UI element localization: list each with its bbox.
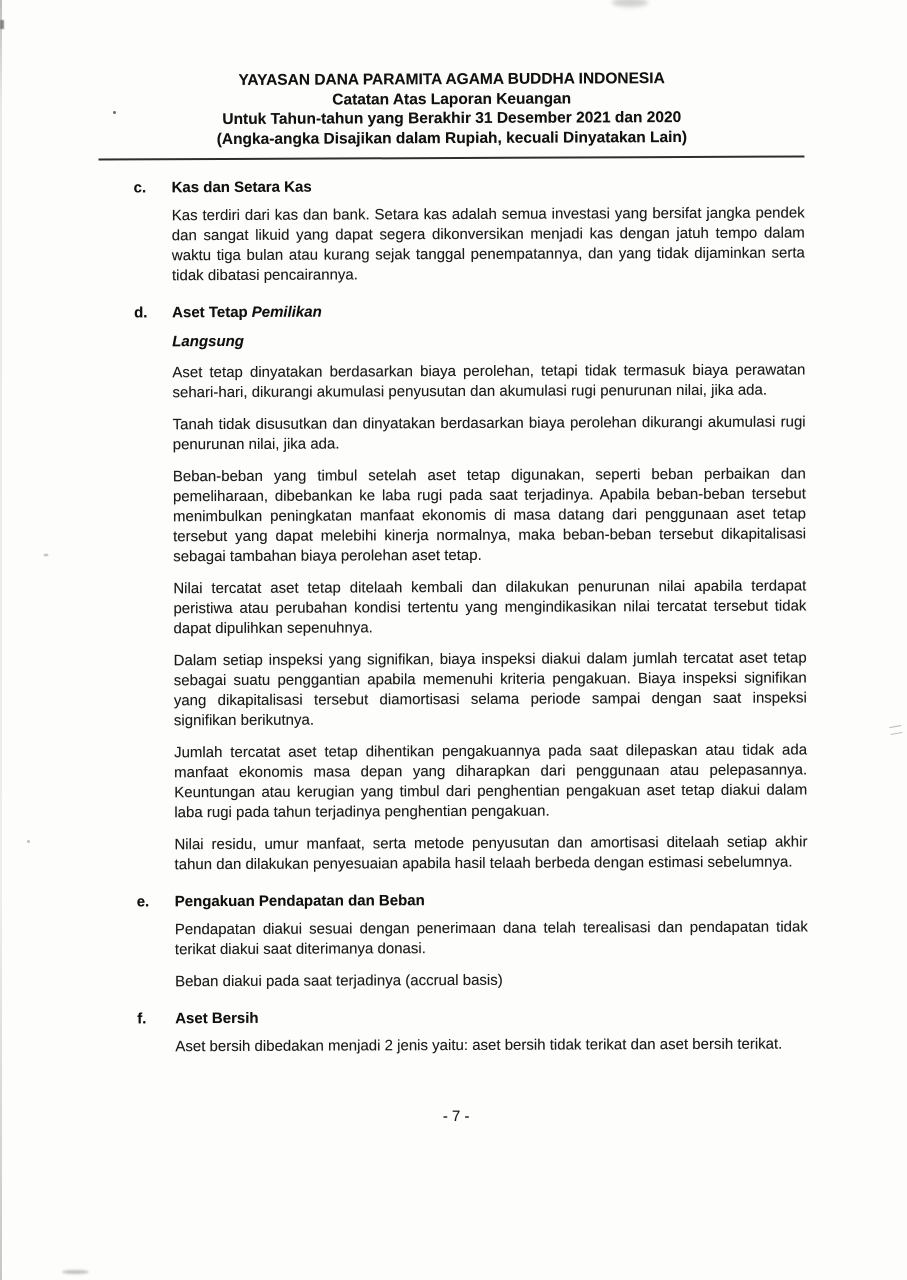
paragraph: Beban diakui pada saat terjadinya (accrual basis) — [175, 971, 503, 991]
page-footer — [3, 1105, 907, 1129]
section-content — [175, 1006, 808, 1069]
report-header — [0, 68, 905, 150]
paragraph: Aset tetap dinyatakan berdasarkan biaya perolehan, tetapi tidak termasuk biaya perawatan sehari-hari, dikurangi akumulasi penyusutan dan akumulasi rugi penurunan nilai, jika ada. — [172, 361, 806, 402]
paragraph: Kas terdiri dari kas dan bank. Setara kas adalah semua investasi yang bersifat jangka pendek dan sangat likuid yang dapat segera dikonversikan menjadi kas dengan jatuh tempo dalam waktu tiga bulan atau kurang sejak tanggal penempatannya, dan yang tidak dijaminkan serta tidak dibatasi pencairannya. — [171, 204, 805, 285]
section-content — [172, 300, 808, 887]
reporting-period: Untuk Tahun-tahun yang Berakhir 31 Desember 2021 dan 2020 — [222, 109, 682, 129]
section-title-emphasis: Pemilikan — [251, 303, 322, 321]
paragraph: Tanah tidak disusutkan dan dinyatakan berdasarkan biaya perolehan dikurangi akumulasi rugi penurunan nilai, jika ada. — [172, 413, 806, 454]
section-title: Aset Bersih — [175, 1009, 259, 1028]
section-content — [175, 889, 808, 1004]
subsection-heading: Langsung — [172, 332, 244, 351]
section-content — [172, 175, 806, 298]
section-d-aset-tetap-pemilikan — [134, 300, 808, 887]
paragraph: Nilai residu, umur manfaat, serta metode penyusutan dan amortisasi ditelaah setiap akhir tahun dan dilakukan penyesuaian apabila hasil telaah berbeda dengan estimasi sebelumnya. — [174, 833, 808, 874]
paragraph: Pendapatan diakui sesuai dengan penerimaan dana telah terealisasi dan pendapatan tidak terikat diakui saat diterimanya donasi. — [174, 918, 808, 959]
paragraph: Beban-beban yang timbul setelah aset tetap digunakan, seperti beban perbaikan dan pemeliharaan, dibebankan ke laba rugi pada saat terjadinya. Apabila beban-beban tersebut menimbulkan peningkatan manfaat ekonomis di masa datang dari penggunaan aset tetap tersebut yang dapat melebihi kinerja normalnya, maka beban-beban tersebut dikapitalisasi sebagai tambahan biaya perolehan aset tetap. — [172, 465, 807, 566]
currency-note: (Angka-angka Disajikan dalam Rupiah, kecuali Dinyatakan Lain) — [216, 128, 688, 148]
section-title-text: Aset Tetap — [172, 303, 248, 322]
paragraph: Nilai tercatat aset tetap ditelaah kembali dan dilakukan penurunan nilai apabila terdapat peristiwa atau perubahan kondisi tertentu yang mengindikasikan nilai tercatat tersebut tidak dapat dipulihkan sepenuhnya. — [173, 577, 807, 638]
section-letter: c. — [133, 179, 147, 197]
section-title: Kas dan Setara Kas — [171, 178, 312, 197]
paragraph: Aset bersih dibedakan menjadi 2 jenis yaitu: aset bersih tidak terikat dan aset bersih terikat. — [175, 1035, 783, 1056]
section-e-pengakuan-pendapatan-dan-beban — [137, 889, 808, 1004]
section-letter: e. — [136, 893, 150, 911]
section-title — [172, 300, 805, 323]
document-title: Catatan Atas Laporan Keuangan — [332, 89, 572, 109]
section-c-kas-dan-setara-kas — [134, 175, 806, 298]
paragraph: Jumlah tercatat aset tetap dihentikan pengakuannya pada saat dilepaskan atau tidak ada manfaat ekonomis masa depan yang diharapkan dari penggunaan atau pelepasannya. Keuntungan atau kerugian yang timbul dari penghentian pengakuan aset tetap diakui dalam laba rugi pada tahun terjadinya penghentian pengakuan. — [174, 741, 808, 822]
section-title: Pengakuan Pendapatan dan Beban — [174, 892, 425, 911]
section-letter: d. — [134, 304, 148, 322]
section-f-aset-bersih — [137, 1006, 808, 1069]
page-number: - 7 - — [442, 1107, 470, 1126]
paragraph: Dalam setiap inspeksi yang signifikan, biaya inspeksi diakui dalam jumlah tercatat aset tetap sebagai suatu penggantian apabila memenuhi kriteria pengakuan. Biaya inspeksi signifikan yang dikapitalisasi tersebut diamortisasi selama periode sampai dengan saat inspeksi signifikan berikutnya. — [173, 649, 807, 730]
organization-name: YAYASAN DANA PARAMITA AGAMA BUDDHA INDONESIA — [238, 70, 665, 89]
section-letter: f. — [137, 1010, 147, 1028]
notes-body — [0, 157, 907, 1070]
